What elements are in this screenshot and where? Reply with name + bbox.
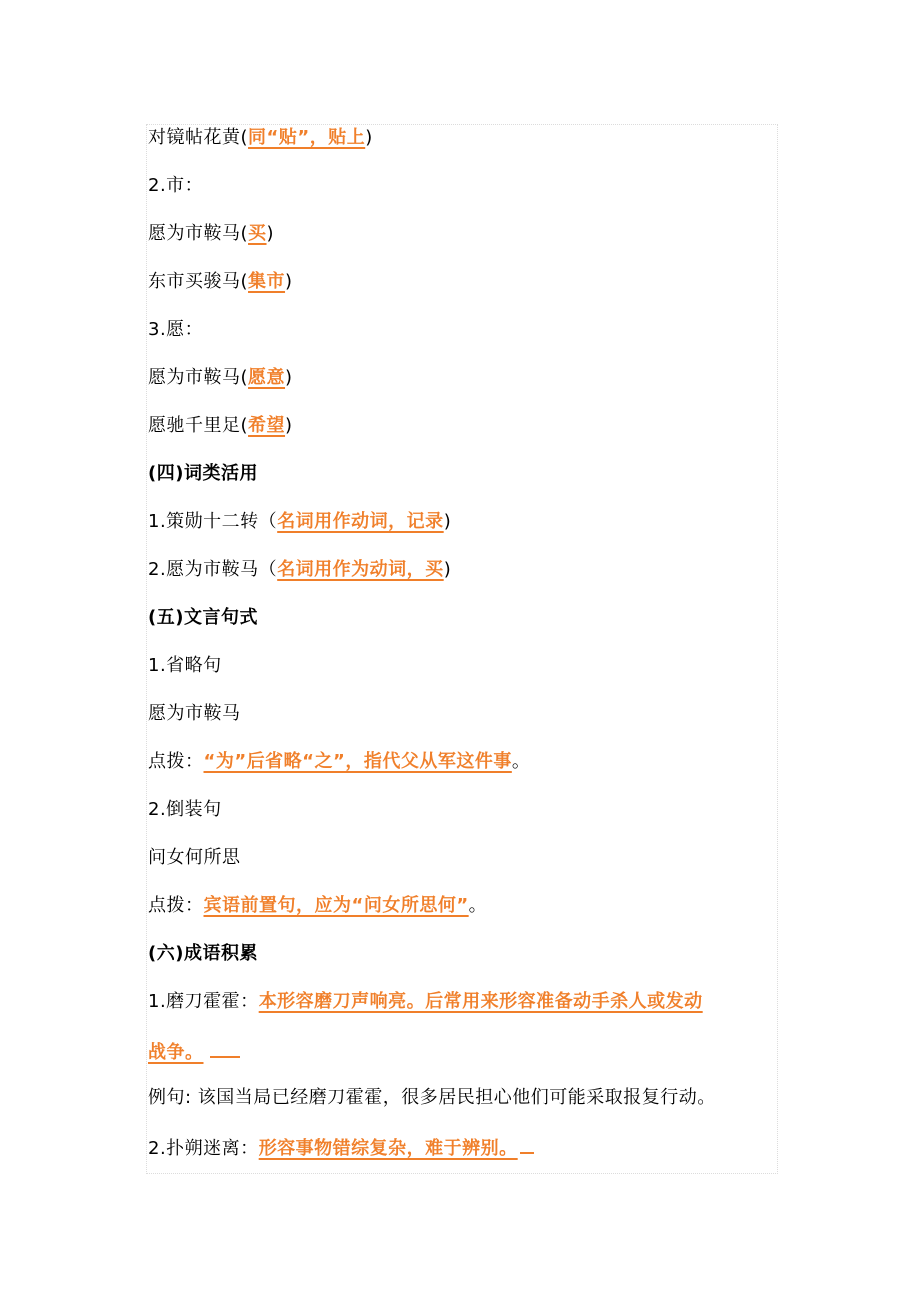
line-yuan-xiwang — [148, 414, 293, 438]
line-close: ) — [443, 559, 452, 580]
line-liju — [148, 1086, 716, 1110]
answer-text: 名词用作为动词，买 — [277, 559, 444, 580]
line-text: 点拨： — [148, 751, 204, 772]
line-cexun — [148, 510, 451, 534]
section-heading-jushi — [148, 606, 258, 630]
line-modao — [148, 990, 703, 1014]
line-text: 2.倒装句 — [148, 799, 222, 820]
line-daozhuang — [148, 798, 222, 822]
section-heading-cilei — [148, 462, 258, 486]
line-close: ) — [443, 511, 452, 532]
line-close: 。 — [511, 751, 531, 772]
line-text: 东市买骏马( — [148, 271, 249, 292]
line-close: ) — [285, 415, 293, 436]
line-shenglue — [148, 654, 222, 678]
line-dianbo-2 — [148, 894, 487, 918]
section-heading-chengyu — [148, 942, 258, 966]
answer-text: 本形容磨刀声响亮。后常用来形容准备动手杀人或发动 — [258, 991, 703, 1012]
answer-text: 形容事物错综复杂，难于辨别。 — [258, 1138, 518, 1159]
line-yuan-heading — [148, 318, 203, 342]
line-text: 愿为市鞍马 — [148, 703, 241, 724]
answer-text: 宾语前置句，应为“问女所思何” — [203, 895, 469, 916]
heading-text: (四)词类活用 — [148, 463, 258, 484]
line-text: 3.愿： — [148, 319, 204, 340]
answer-text: 买 — [248, 223, 267, 244]
line-text: 对镜帖花黄( — [148, 127, 249, 148]
line-tiehua — [148, 126, 373, 150]
line-text: 例句: 该国当局已经磨刀霍霍，很多居民担心他们可能采取报复行动。 — [148, 1087, 716, 1108]
line-text: 2.愿为市鞍马（ — [148, 559, 278, 580]
answer-text: 同“贴”，贴上 — [248, 127, 366, 148]
blank-underline — [520, 1134, 534, 1154]
line-close: ) — [285, 367, 293, 388]
answer-text: “为”后省略“之”，指代父从军这件事 — [203, 751, 512, 772]
line-modao-cont — [148, 1038, 240, 1065]
line-close: ) — [285, 271, 293, 292]
line-text: 问女何所思 — [148, 847, 241, 868]
line-text: 2.扑朔迷离： — [148, 1138, 259, 1159]
line-text: 1.省略句 — [148, 655, 222, 676]
line-pushuo — [148, 1134, 534, 1161]
line-text: 2.市： — [148, 175, 204, 196]
line-close: 。 — [468, 895, 488, 916]
line-text: 点拨： — [148, 895, 204, 916]
blank-underline — [210, 1038, 240, 1058]
line-dianbo-1 — [148, 750, 530, 774]
answer-text: 集市 — [248, 271, 286, 292]
line-shi-heading — [148, 174, 203, 198]
line-text: 愿驰千里足( — [148, 415, 249, 436]
line-text: 1.磨刀霍霍： — [148, 991, 259, 1012]
line-yuan-yuanyi — [148, 366, 293, 390]
line-example-shenglue — [148, 702, 241, 726]
line-close: ) — [365, 127, 373, 148]
line-example-daozhuang — [148, 846, 241, 870]
line-text: 愿为市鞍马( — [148, 367, 249, 388]
heading-text: (六)成语积累 — [148, 943, 258, 964]
answer-text: 战争。 — [148, 1042, 204, 1063]
answer-text: 希望 — [248, 415, 286, 436]
line-dongshi — [148, 270, 293, 294]
line-text: 1.策勋十二转（ — [148, 511, 278, 532]
line-close: ) — [266, 223, 275, 244]
line-text: 愿为市鞍马( — [148, 223, 249, 244]
line-yuanwei-cilei — [148, 558, 451, 582]
heading-text: (五)文言句式 — [148, 607, 258, 628]
line-shi-maima — [148, 222, 274, 246]
answer-text: 愿意 — [248, 367, 286, 388]
answer-text: 名词用作动词，记录 — [277, 511, 444, 532]
